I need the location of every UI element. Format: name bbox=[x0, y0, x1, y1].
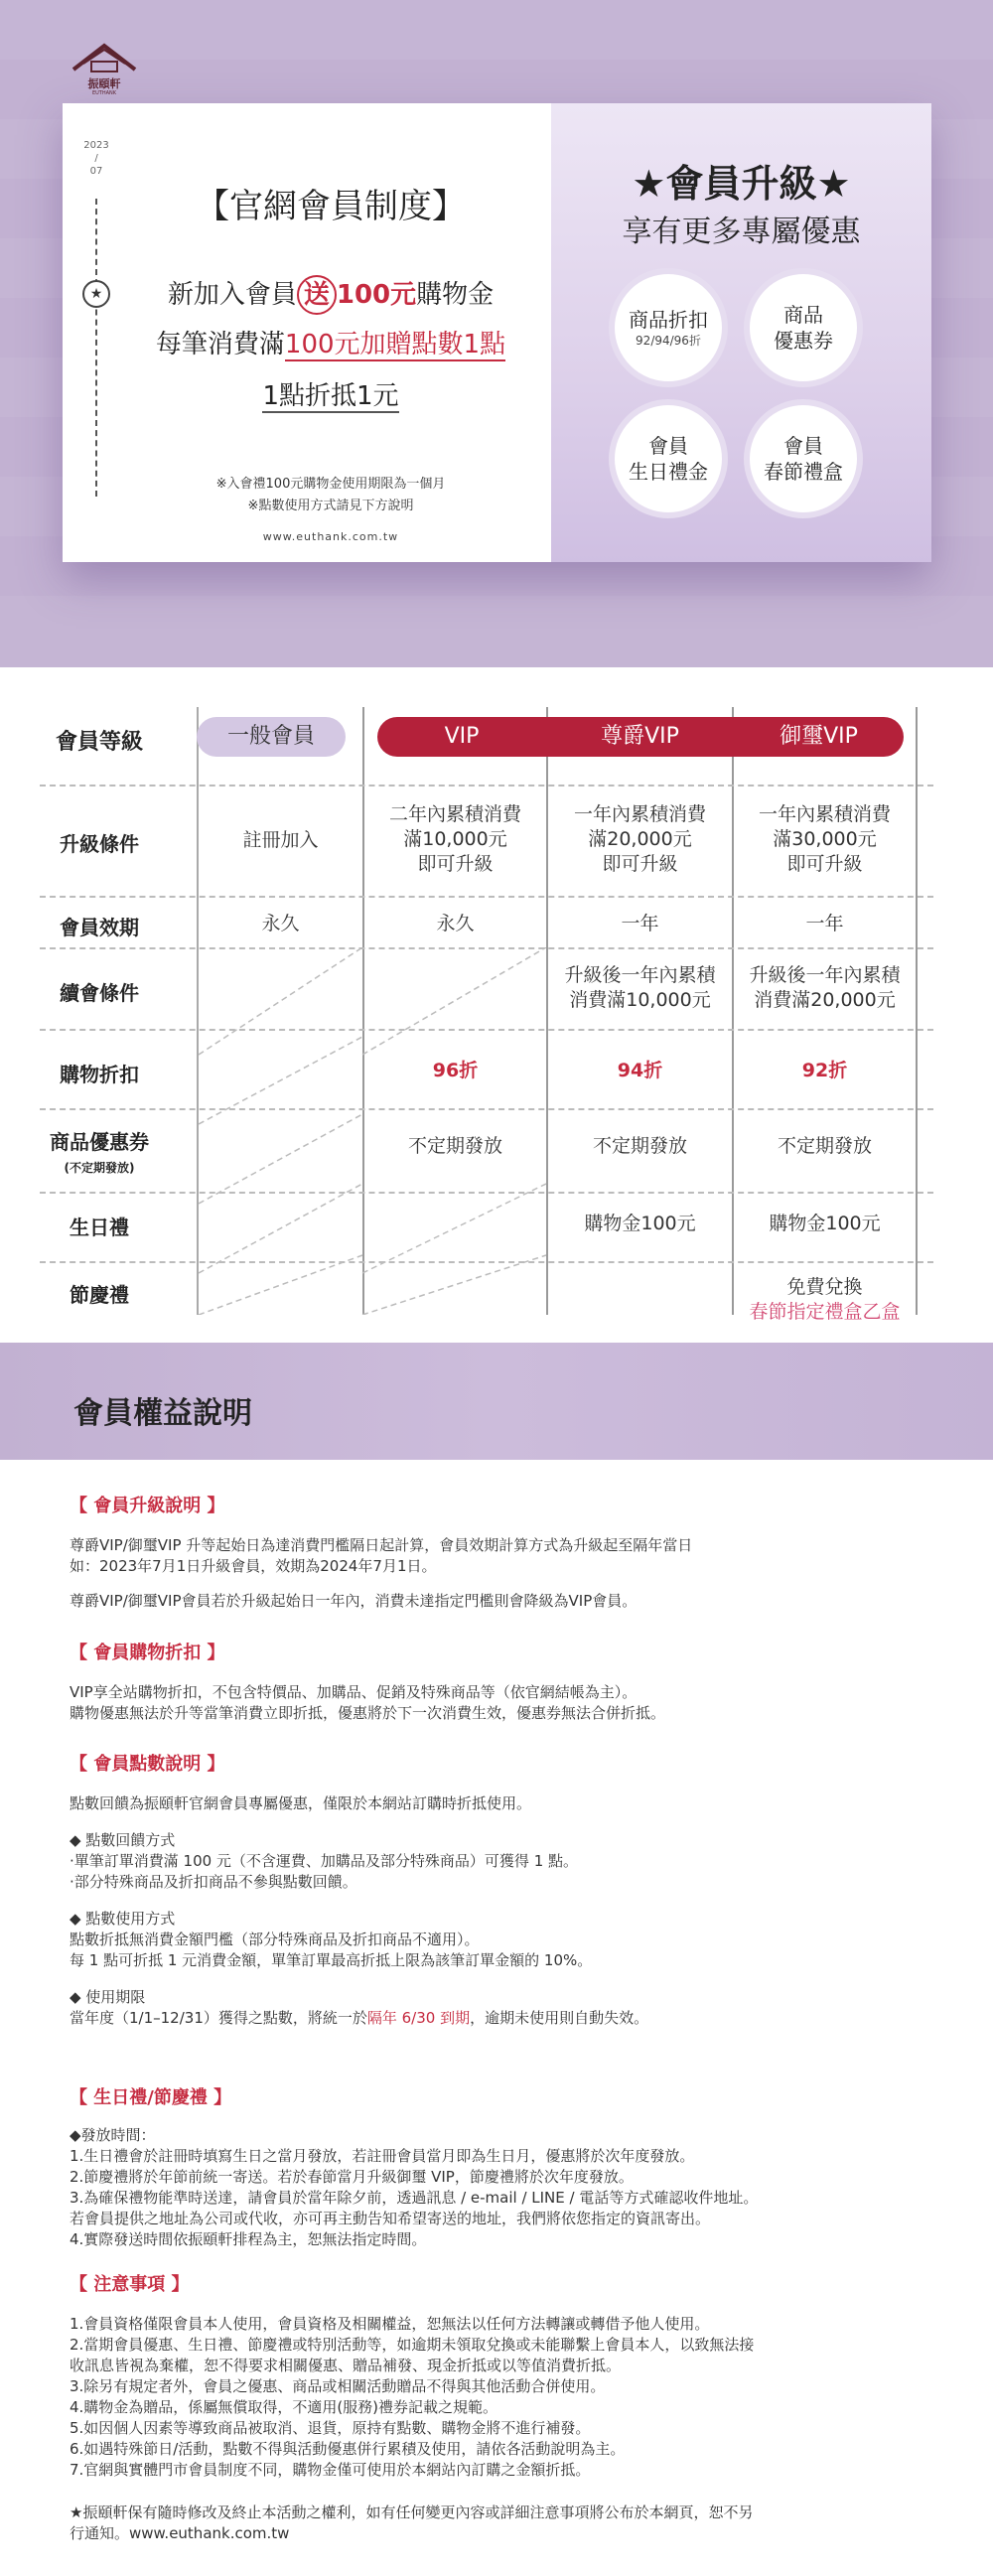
cell-discount-imperial: 92折 bbox=[801, 1060, 848, 1081]
bubble-line: 會員 bbox=[648, 434, 688, 458]
footer-notice bbox=[70, 2503, 923, 2544]
row-label-birthday: 生日禮 bbox=[70, 1216, 129, 1239]
paragraph-line: 5.如因個人因素等導致商品被取消、退貨，原持有點數、購物金將不進行補發。 bbox=[70, 2419, 591, 2437]
date-sep: / bbox=[94, 153, 98, 164]
section-points-text bbox=[70, 1793, 923, 2029]
paragraph-line: 購物優惠無法於升等當筆消費立即折抵，優惠將於下一次消費生效，優惠券無法合併折抵。 bbox=[70, 1704, 666, 1722]
expiry-pre: 當年度（1/1–12/31）獲得之點數，將統一於 bbox=[70, 2009, 367, 2027]
expiry-date: 隔年 6/30 到期 bbox=[366, 2009, 471, 2027]
tier-basic-pill: 一般會員 bbox=[197, 717, 346, 757]
benefits-title: 會員權益說明 bbox=[73, 1396, 252, 1431]
upgrade-title: ★會員升級★ bbox=[632, 162, 851, 206]
paragraph-line: 3.除另有規定者外，會員之優惠、商品或相關活動贈品不得與其他活動合併使用。 bbox=[70, 2377, 606, 2395]
paragraph-line: 2.節慶禮將於年節前統一寄送。若於春節當月升級御璽 VIP，節慶禮將於次年度發放。 bbox=[70, 2168, 634, 2186]
section-discount-text bbox=[70, 1682, 923, 1724]
gift-circle-badge: 送 bbox=[297, 275, 337, 315]
join-gift-line bbox=[122, 274, 539, 315]
bubble-discount bbox=[609, 268, 728, 387]
paragraph-line: 若會員提供之地址為公司或代收，亦可再主動告知希望寄送的地址，我們將依您指定的資訊寄出。 bbox=[70, 2210, 711, 2227]
cell-birthday-royal: 購物金100元 bbox=[584, 1213, 696, 1234]
paragraph-line: 1.會員資格僅限會員本人使用，會員資格及相關權益，恕無法以任何方法轉讓或轉借予他人使用。 bbox=[70, 2315, 710, 2333]
cell-upgrade-basic: 註冊加入 bbox=[242, 829, 319, 851]
paragraph-line: 點數回饋為振頤軒官網會員專屬優惠，僅限於本網站訂購時折抵使用。 bbox=[70, 1794, 532, 1812]
bubble-line: 春節禮盒 bbox=[764, 460, 843, 484]
row-label-coupon bbox=[0, 1126, 199, 1176]
section-upgrade-text bbox=[70, 1535, 923, 1612]
bubble-line: 會員 bbox=[783, 434, 823, 458]
note-gift-validity: ※入會禮100元購物金使用期限為一個月 bbox=[215, 477, 446, 492]
timeline-dashed-line bbox=[95, 199, 97, 497]
footer-line[interactable]: 行通知。www.euthank.com.tw bbox=[70, 2524, 290, 2542]
cell-upgrade-vip: 二年內累積消費 滿10,000元 即可升級 bbox=[388, 803, 521, 875]
join-gift-pre: 新加入會員 bbox=[167, 280, 297, 310]
cell-validity-basic: 永久 bbox=[261, 913, 300, 934]
row-divider bbox=[40, 947, 933, 949]
row-label-discount: 購物折扣 bbox=[60, 1063, 139, 1086]
row-divider bbox=[40, 1029, 933, 1031]
paragraph-line: 收訊息皆視為棄權，恕不得要求相關優惠、贈品補發、現金折抵或以等值消費折抵。 bbox=[70, 2357, 622, 2374]
paragraph-line: ‧單筆訂單消費滿 100 元（不含運費、加購品及部分特殊商品）可獲得 1 點。 bbox=[70, 1852, 579, 1870]
membership-tier-table bbox=[0, 667, 993, 1343]
cell-coupon-vip: 不定期發放 bbox=[407, 1135, 502, 1157]
paragraph-line: ◆ 使用期限 bbox=[70, 1988, 146, 2006]
cell-upgrade-imperial: 一年內累積消費 滿30,000元 即可升級 bbox=[758, 803, 891, 875]
paragraph-line: 尊爵VIP/御璽VIP 升等起始日為達消費門檻隔日起計算，會員效期計算方式為升級起至隔年當日 bbox=[70, 1536, 693, 1554]
row-divider bbox=[40, 1192, 933, 1194]
paragraph-line: 7.官網與實體門市會員制度不同，購物金僅可使用於本網站內訂購之金額折抵。 bbox=[70, 2461, 591, 2479]
paragraph-line: VIP享全站購物折扣，不包含特價品、加購品、促銷及特殊商品等（依官網結帳為主）。 bbox=[70, 1683, 638, 1701]
row-label-renewal: 續會條件 bbox=[60, 981, 139, 1005]
points-redeem-text: 1點折抵1元 bbox=[262, 381, 399, 411]
expiry-post: ，逾期未使用則自動失效。 bbox=[470, 2009, 649, 2027]
paragraph-line: ◆發放時間： bbox=[70, 2126, 156, 2144]
tier-royal-vip-label: 尊爵VIP bbox=[601, 724, 679, 749]
header-label: 會員等級 bbox=[55, 730, 143, 755]
date-label bbox=[82, 139, 110, 178]
row-label-coupon-sub: (不定期發放) bbox=[64, 1161, 135, 1175]
section-gifts-heading: 【 生日禮/節慶禮 】 bbox=[70, 2087, 232, 2108]
empty-cell-diagonals bbox=[199, 947, 546, 1315]
tier-vip-label: VIP bbox=[444, 724, 480, 749]
row-divider bbox=[40, 1108, 933, 1110]
hero-stripe bbox=[0, 0, 993, 60]
paragraph-line: 每 1 點可折抵 1 元消費金額，單筆訂單最高折抵上限為該筆訂單金額的 10%。 bbox=[70, 1951, 593, 1969]
row-label-festival: 節慶禮 bbox=[70, 1283, 129, 1307]
tier-imperial-vip-label: 御璽VIP bbox=[780, 724, 858, 749]
row-divider bbox=[40, 785, 933, 787]
row-divider bbox=[40, 896, 933, 898]
date-year: 2023 bbox=[83, 140, 109, 151]
section-notes-heading: 【 注意事項 】 bbox=[70, 2274, 190, 2295]
paragraph-line: 4.實際發送時間依振頤軒排程為主，恕無法指定時間。 bbox=[70, 2230, 427, 2248]
note-points-usage: ※點數使用方式請見下方說明 bbox=[247, 499, 414, 513]
logo-text: 振頤軒 bbox=[87, 77, 121, 90]
paragraph-line: ‧部分特殊商品及折扣商品不參與點數回饋。 bbox=[70, 1873, 357, 1891]
row-label-upgrade: 升級條件 bbox=[60, 832, 139, 856]
cell-discount-vip: 96折 bbox=[432, 1060, 479, 1081]
cell-validity-imperial: 一年 bbox=[805, 913, 844, 934]
gift-amount: 100元 bbox=[336, 280, 417, 310]
membership-card bbox=[63, 103, 931, 562]
column-divider bbox=[916, 707, 918, 1315]
paragraph-line: 2.當期會員優惠、生日禮、節慶禮或特別活動等，如逾期未領取兌換或未能聯繫上會員本人，以致無法接 bbox=[70, 2336, 755, 2354]
paragraph-line: 點數折抵無消費金額門檻（部分特殊商品及折扣商品不適用）。 bbox=[70, 1931, 480, 1948]
bubble-birthday bbox=[609, 399, 728, 518]
bubble-new-year-gift bbox=[744, 399, 863, 518]
paragraph-line: 6.如遇特殊節日/活動，點數不得與活動優惠併行累積及使用，請依各活動說明為主。 bbox=[70, 2440, 626, 2458]
site-url[interactable]: www.euthank.com.tw bbox=[262, 530, 399, 543]
paragraph-line: 尊爵VIP/御璽VIP會員若於升級起始日一年內，消費未達指定門檻則會降級為VIP會員。 bbox=[70, 1592, 638, 1610]
cell-coupon-royal: 不定期發放 bbox=[592, 1135, 687, 1157]
footer-line: ★振頤軒保有隨時修改及終止本活動之權利，如有任何變更內容或詳細注意事項將公布於本網頁，恕不另 bbox=[70, 2504, 754, 2521]
paragraph-line: 如：2023年7月1日升級會員，效期為2024年7月1日。 bbox=[70, 1557, 437, 1575]
bubble-line: 商品 bbox=[783, 303, 823, 327]
points-earn-pre: 每筆消費滿 bbox=[155, 330, 285, 359]
cell-coupon-imperial: 不定期發放 bbox=[777, 1135, 872, 1157]
hero-stripe bbox=[0, 596, 993, 667]
card-title: 【官網會員制度】 bbox=[196, 187, 466, 226]
cell-festival-imperial bbox=[734, 1275, 916, 1325]
bubble-line: 生日禮金 bbox=[629, 460, 708, 484]
bubble-line: 92/94/96折 bbox=[636, 334, 701, 348]
cell-upgrade-royal: 一年內累積消費 滿20,000元 即可升級 bbox=[573, 803, 706, 875]
paragraph-line: 4.購物金為贈品，係屬無償取得，不適用(服務)禮券記載之規範。 bbox=[70, 2398, 498, 2416]
festival-free-redeem: 免費兌換 bbox=[786, 1276, 863, 1298]
section-discount-heading: 【 會員購物折扣 】 bbox=[70, 1643, 225, 1663]
upgrade-panel bbox=[551, 103, 931, 562]
upgrade-subtitle: 享有更多專屬優惠 bbox=[622, 215, 861, 249]
star-icon: ★ bbox=[82, 280, 110, 308]
hero-section bbox=[0, 0, 993, 667]
bubble-coupon bbox=[744, 268, 863, 387]
cell-discount-royal: 94折 bbox=[617, 1060, 663, 1081]
paragraph-line: 3.為確保禮物能準時送達，請會員於當年除夕前，透過訊息 / e-mail / LINE / 電話等方式確認收件地址。 bbox=[70, 2189, 759, 2207]
paragraph-line: 1.生日禮會於註冊時填寫生日之當月發放，若註冊會員當月即為生日月，優惠將於次年度發放。 bbox=[70, 2147, 695, 2165]
paragraph-line bbox=[70, 2008, 923, 2029]
cell-birthday-imperial: 購物金100元 bbox=[769, 1213, 881, 1234]
bubble-line: 優惠券 bbox=[774, 329, 833, 353]
row-divider bbox=[40, 1261, 933, 1263]
paragraph-line: ◆ 點數回饋方式 bbox=[70, 1831, 176, 1849]
bubble-line: 商品折扣 bbox=[629, 308, 708, 332]
cell-validity-vip: 永久 bbox=[436, 913, 475, 934]
cell-validity-royal: 一年 bbox=[621, 913, 659, 934]
paragraph-line: ◆ 點數使用方式 bbox=[70, 1910, 176, 1928]
cell-renewal-imperial: 升級後一年內累積 消費滿20,000元 bbox=[749, 964, 901, 1011]
join-gift-post: 購物金 bbox=[416, 280, 495, 310]
date-month: 07 bbox=[89, 166, 103, 177]
section-gifts-text bbox=[70, 2125, 923, 2250]
section-notes-text bbox=[70, 2314, 923, 2481]
cell-renewal-royal: 升級後一年內累積 消費滿10,000元 bbox=[564, 964, 716, 1011]
points-earn-line bbox=[122, 324, 539, 360]
row-label-coupon-text: 商品優惠券 bbox=[50, 1130, 149, 1154]
section-points-heading: 【 會員點數說明 】 bbox=[70, 1754, 225, 1775]
section-upgrade-heading: 【 會員升級說明 】 bbox=[70, 1496, 225, 1516]
festival-gift-box: 春節指定禮盒乙盒 bbox=[749, 1301, 901, 1323]
points-earn-highlight: 100元加贈點數1點 bbox=[284, 330, 506, 359]
points-redeem-line bbox=[122, 375, 539, 412]
row-label-validity: 會員效期 bbox=[60, 916, 139, 939]
logo-subtext: EUTHANK bbox=[91, 90, 117, 96]
